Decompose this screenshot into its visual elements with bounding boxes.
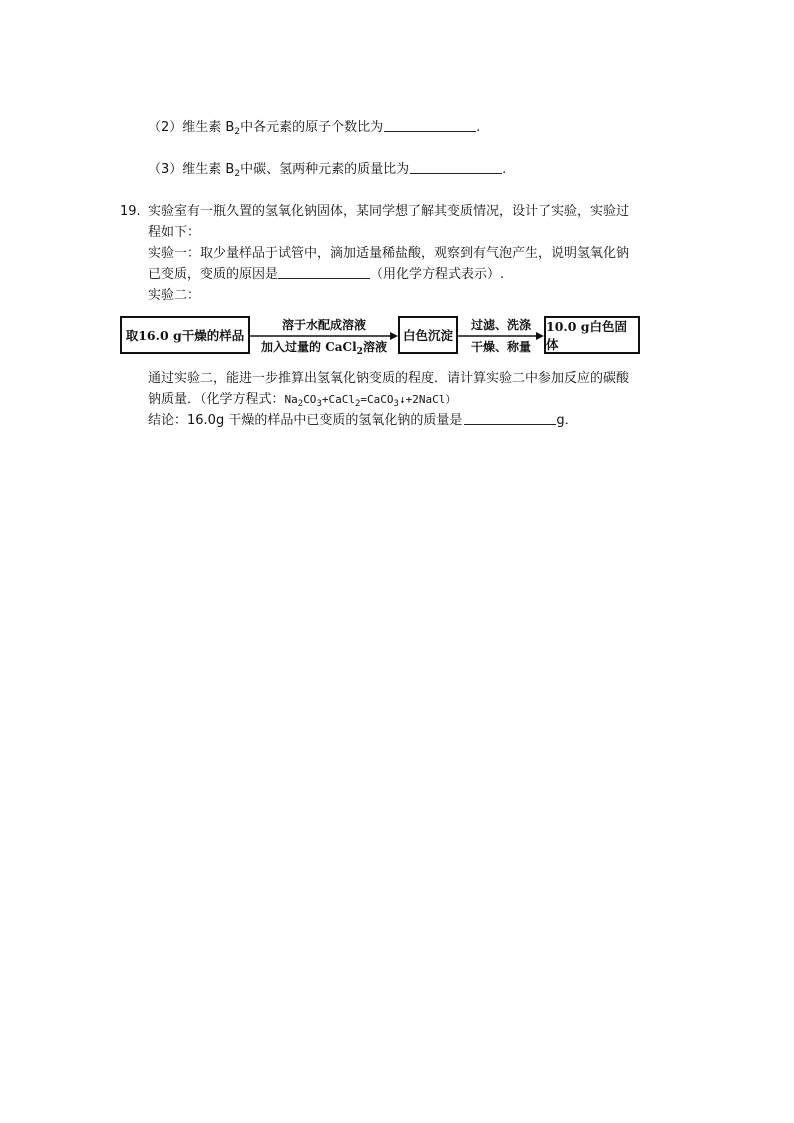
eq-part: ↓+2NaCl） bbox=[398, 393, 457, 406]
arrow1-bottom-text-end: 溶液 bbox=[362, 340, 387, 354]
calc-line1: 通过实验二，能进一步推算出氢氧化钠变质的程度．请计算实验二中参加反应的碳酸 bbox=[148, 371, 630, 386]
period: . bbox=[502, 162, 507, 177]
chemical-equation bbox=[284, 393, 457, 409]
calc-line2 bbox=[148, 391, 456, 409]
q19-intro-line2: 程如下： bbox=[148, 225, 201, 240]
arrow1-top-label: 溶于水配成溶液 bbox=[281, 318, 366, 332]
exp1-text-end: （用化学方程式表示）. bbox=[370, 267, 505, 282]
exp1-text: 已变质，变质的原因是 bbox=[148, 267, 279, 282]
subscript: 2 bbox=[297, 399, 304, 409]
answer-blank[interactable] bbox=[384, 119, 476, 132]
flow-box-white-solid: 10.0 g白色固体 bbox=[544, 316, 640, 354]
answer-blank[interactable] bbox=[278, 266, 370, 279]
q18-part3-rest: 中碳、氢两种元素的质量比为 bbox=[240, 162, 410, 177]
arrow1-bottom-text: 加入过量的 CaCl bbox=[261, 340, 357, 354]
period: . bbox=[476, 120, 481, 135]
exp1-line1: 实验一：取少量样品于试管中，滴加适量稀盐酸，观察到有气泡产生，说明氢氧化钠 bbox=[148, 246, 630, 261]
q18-part2 bbox=[148, 119, 480, 137]
arrow2-bottom-label: 干燥、称量 bbox=[470, 340, 531, 354]
flow-box-precipitate: 白色沉淀 bbox=[398, 316, 458, 354]
answer-blank[interactable] bbox=[410, 161, 502, 174]
conclusion bbox=[148, 412, 578, 430]
subscript: 3 bbox=[393, 399, 399, 409]
exp1-line2 bbox=[148, 266, 504, 284]
q18-part2-rest: 中各元素的原子个数比为 bbox=[240, 120, 384, 135]
experiment-flow-diagram bbox=[120, 316, 640, 360]
eq-part: =CaCO bbox=[360, 393, 394, 406]
arrow2-top-label: 过滤、洗涤 bbox=[470, 318, 531, 332]
q19-intro-line1: 实验室有一瓶久置的氢氧化钠固体，某同学想了解其变质情况，设计了实验，实验过 bbox=[148, 204, 630, 219]
eq-part: CO bbox=[303, 393, 317, 406]
subscript: 2 bbox=[356, 347, 363, 357]
conclusion-text: 结论：16.0g 干燥的样品中已变质的氢氧化钠的质量是 bbox=[148, 413, 463, 428]
subscript: 2 bbox=[234, 127, 241, 137]
q18-part3 bbox=[148, 161, 506, 179]
subscript: 2 bbox=[354, 399, 361, 409]
conclusion-unit: g． bbox=[556, 413, 578, 428]
subscript: 2 bbox=[234, 169, 241, 179]
q18-part2-text: （2）维生素 B bbox=[148, 120, 235, 135]
subscript: 3 bbox=[316, 399, 322, 409]
q19-number: 19. bbox=[120, 204, 141, 219]
q18-part3-text: （3）维生素 B bbox=[148, 162, 235, 177]
answer-blank[interactable] bbox=[464, 412, 556, 425]
flow-box-sample: 取16.0 g干燥的样品 bbox=[120, 316, 250, 354]
eq-part: Na bbox=[284, 393, 298, 406]
eq-part: +CaCl bbox=[321, 393, 355, 406]
arrow1-bottom-label bbox=[250, 338, 398, 355]
exp2-label: 实验二： bbox=[148, 288, 201, 303]
calc-text: 钠质量．（化学方程式： bbox=[148, 392, 285, 407]
